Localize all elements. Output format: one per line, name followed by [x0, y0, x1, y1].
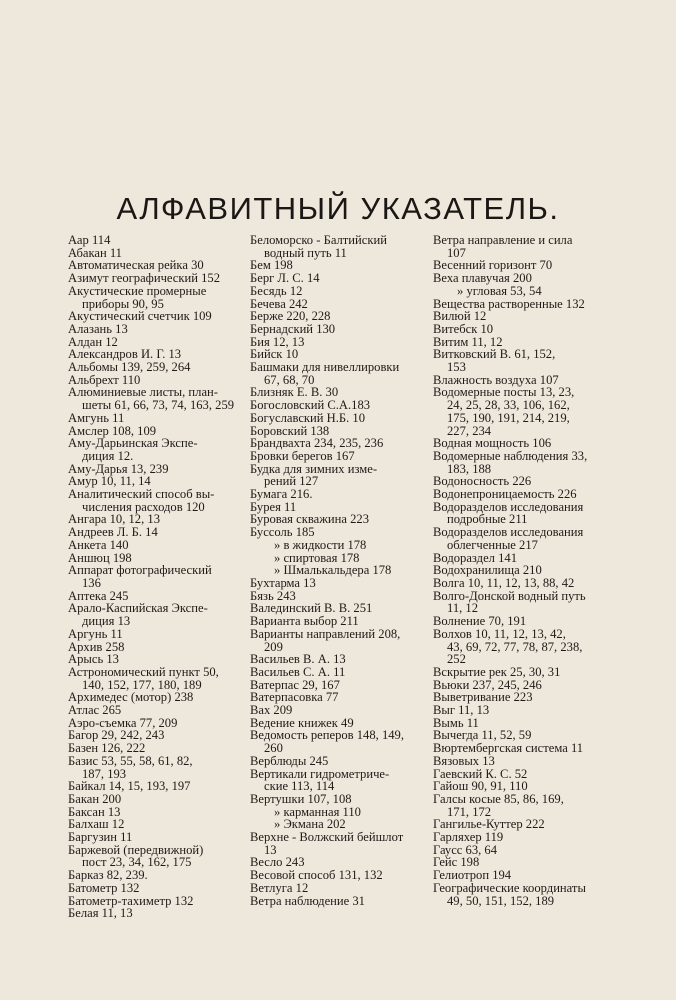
index-entry: Водоносность 226 — [433, 474, 532, 489]
index-entry: Аму-Дарьинская Экспе- — [68, 436, 198, 451]
index-entry-continuation: 153 — [447, 360, 466, 375]
index-entry: Белая 11, 13 — [68, 906, 133, 921]
index-entry-continuation: 43, 69, 72, 77, 78, 87, 238, — [447, 639, 583, 654]
index-entry: Амгунь 11 — [68, 410, 125, 425]
index-entry: Баржевой (передвижной) — [68, 842, 204, 857]
index-entry: Вертушки 107, 108 — [250, 791, 352, 806]
index-entry: Автоматическая рейка 30 — [68, 258, 204, 273]
index-entry-continuation: 227, 234 — [447, 423, 492, 438]
index-entry: Географические координаты — [433, 880, 586, 895]
index-entry: Витим 11, 12 — [433, 334, 503, 349]
index-entry: Абакан 11 — [68, 245, 122, 260]
index-entry-continuation: шеты 61, 66, 73, 74, 163, 259 — [82, 398, 235, 413]
index-entry-continuation: 183, 188 — [447, 461, 492, 476]
index-entry: Водомерные посты 13, 23, — [433, 385, 575, 400]
index-entry: Арысь 13 — [68, 652, 119, 667]
index-entry: Амслер 108, 109 — [68, 423, 157, 438]
index-entry: Архимедес (мотор) 238 — [68, 690, 194, 705]
index-entry: Бечева 242 — [250, 296, 308, 311]
index-entry: Аналитический способ вы- — [68, 487, 215, 502]
index-entry: Альбрехт 110 — [68, 372, 141, 387]
index-column-2 — [250, 234, 426, 907]
index-column-3 — [433, 234, 638, 907]
index-entry-continuation: 175, 190, 191, 214, 219, — [447, 410, 570, 425]
index-subentry: » угловая 53, 54 — [457, 283, 542, 298]
index-entry: Гарляхер 119 — [433, 830, 504, 845]
index-entry: Гейс 198 — [433, 855, 480, 870]
index-entry: Акустический счетчик 109 — [68, 309, 212, 324]
index-entry: Акустические промерные — [68, 283, 207, 298]
index-entry: Ватерпасовка 77 — [250, 690, 339, 705]
index-entry: Волго-Донской водный путь — [433, 588, 586, 603]
index-entry: Астрономический пункт 50, — [68, 664, 219, 679]
index-entry: Арало-Каспийская Экспе- — [68, 601, 208, 616]
index-entry: Алюминиевые листы, план- — [68, 385, 218, 400]
index-entry: Аптека 245 — [68, 588, 129, 603]
index-entry: Выг 11, 13 — [433, 703, 490, 718]
index-entry: Барказ 82, 239. — [68, 868, 148, 883]
index-entry: Бумага 216. — [250, 487, 313, 502]
index-entry: Бем 198 — [250, 258, 293, 273]
index-entry: Ветра направление и сила — [433, 233, 573, 247]
index-entry: Вюртембергская система 11 — [433, 741, 584, 756]
index-entry: Бакан 200 — [68, 791, 122, 806]
index-entry: Гелиотроп 194 — [433, 868, 512, 883]
index-entry-continuation: 136 — [82, 575, 101, 590]
index-entry: Веха плавучая 200 — [433, 271, 532, 286]
index-entry: Будка для зимних изме- — [250, 461, 378, 476]
index-entry: Аэро-съемка 77, 209 — [68, 715, 178, 730]
index-entry: Вязовых 13 — [433, 753, 495, 768]
index-entry: Гайош 90, 91, 110 — [433, 779, 528, 794]
index-entry: Волнение 70, 191 — [433, 614, 527, 629]
index-entry: Выветривание 223 — [433, 690, 533, 705]
index-entry-continuation: 107 — [447, 245, 466, 260]
index-entry: Весенний горизонт 70 — [433, 258, 553, 273]
index-entry-continuation: облегченные 217 — [447, 537, 538, 552]
index-entry: Буровая скважина 223 — [250, 512, 370, 527]
index-entry: Анкета 140 — [68, 537, 129, 552]
index-subentry: » спиртовая 178 — [274, 550, 360, 565]
index-entry: Витковский В. 61, 152, — [433, 347, 556, 362]
index-entry: Влажность воздуха 107 — [433, 372, 559, 387]
index-entry: Аншюц 198 — [68, 550, 132, 565]
index-entry: Ватерпас 29, 167 — [250, 677, 340, 692]
index-entry-continuation: водный путь 11 — [264, 245, 347, 260]
index-entry-continuation: 187, 193 — [82, 766, 127, 781]
index-entry: Бийск 10 — [250, 347, 299, 362]
index-entry: Волга 10, 11, 12, 13, 88, 42 — [433, 575, 575, 590]
index-entry: Боровский 138 — [250, 423, 330, 438]
index-entry: Бязь 243 — [250, 588, 296, 603]
index-entry: Верблюды 245 — [250, 753, 329, 768]
index-entry: Богословский С.А.183 — [250, 398, 371, 413]
index-entry: Аму-Дарья 13, 239 — [68, 461, 169, 476]
index-entry-continuation: пост 23, 34, 162, 175 — [82, 855, 192, 870]
index-entry: Ветлуга 12 — [250, 880, 309, 895]
index-entry: Гангилье-Куттер 222 — [433, 817, 545, 832]
index-entry: Аар 114 — [68, 233, 111, 247]
index-entry: Валединский В. В. 251 — [250, 601, 373, 616]
index-entry: Вьюки 237, 245, 246 — [433, 677, 542, 692]
index-column-1 — [68, 234, 244, 920]
index-entry-continuation: приборы 90, 95 — [82, 296, 164, 311]
index-entry: Водная мощность 106 — [433, 436, 552, 451]
index-entry-continuation: 11, 12 — [447, 601, 479, 616]
index-entry: Васильев С. А. 11 — [250, 664, 346, 679]
index-entry: Ветра наблюдение 31 — [250, 893, 365, 908]
index-entry-continuation: ские 113, 114 — [264, 779, 335, 794]
index-entry: Витебск 10 — [433, 321, 494, 336]
index-entry: Вертикали гидрометриче- — [250, 766, 390, 781]
index-entry: Баргузин 11 — [68, 830, 133, 845]
index-entry: Вещества растворенные 132 — [433, 296, 585, 311]
index-entry: Беломорско - Балтийский — [250, 233, 387, 247]
index-entry: Ангара 10, 12, 13 — [68, 512, 160, 527]
index-entry-continuation: 67, 68, 70 — [264, 372, 315, 387]
index-entry: Базис 53, 55, 58, 61, 82, — [68, 753, 193, 768]
index-entry: Берг Л. С. 14 — [250, 271, 320, 286]
index-subentry: » в жидкости 178 — [274, 537, 367, 552]
index-entry: Ведение книжек 49 — [250, 715, 354, 730]
index-entry: Близняк Е. В. 30 — [250, 385, 339, 400]
index-entry: Волхов 10, 11, 12, 13, 42, — [433, 626, 566, 641]
index-entry-continuation: 49, 50, 151, 152, 189 — [447, 893, 555, 908]
index-entry-continuation: рений 127 — [264, 474, 319, 489]
index-entry: Атлас 265 — [68, 703, 122, 718]
index-entry: Вскрытие рек 25, 30, 31 — [433, 664, 561, 679]
page-title: АЛФАВИТНЫЙ УКАЗАТЕЛЬ. — [116, 191, 560, 226]
index-entry: Ведомость реперов 148, 149, — [250, 728, 404, 743]
index-entry: Байкал 14, 15, 193, 197 — [68, 779, 191, 794]
index-entry: Баксан 13 — [68, 804, 121, 819]
index-entry: Васильев В. А. 13 — [250, 652, 346, 667]
index-entry-continuation: подробные 211 — [447, 512, 528, 527]
index-entry: Алазань 13 — [68, 321, 128, 336]
index-entry: Бурея 11 — [250, 499, 297, 514]
index-entry-continuation: 252 — [447, 652, 466, 667]
index-entry: Батометр-тахиметр 132 — [68, 893, 194, 908]
index-entry: Башмаки для нивеллировки — [250, 360, 400, 375]
index-entry: Богуславский Н.Б. 10 — [250, 410, 366, 425]
index-entry-continuation: числения расходов 120 — [82, 499, 205, 514]
index-entry: Балхаш 12 — [68, 817, 125, 832]
index-entry-continuation: 171, 172 — [447, 804, 492, 819]
index-entry-continuation: 209 — [264, 639, 283, 654]
index-entry: Берже 220, 228 — [250, 309, 331, 324]
index-entry: Вычегда 11, 52, 59 — [433, 728, 532, 743]
index-entry: Бесядь 12 — [250, 283, 303, 298]
index-entry-continuation: 13 — [264, 842, 277, 857]
index-entry: Верхне - Волжский бейшлот — [250, 830, 404, 845]
index-entry: Базен 126, 222 — [68, 741, 146, 756]
index-entry: Вах 209 — [250, 703, 293, 718]
index-entry-continuation: 140, 152, 177, 180, 189 — [82, 677, 202, 692]
index-subentry: » карманная 110 — [274, 804, 361, 819]
index-entry: Гаусс 63, 64 — [433, 842, 498, 857]
index-entry: Архив 258 — [68, 639, 125, 654]
index-entry-continuation: 260 — [264, 741, 283, 756]
index-entry: Бернадский 130 — [250, 321, 336, 336]
index-entry: Водохранилища 210 — [433, 563, 542, 578]
index-entry: Гаевский К. С. 52 — [433, 766, 528, 781]
index-entry-continuation: 24, 25, 28, 33, 106, 162, — [447, 398, 570, 413]
index-entry: Буссоль 185 — [250, 525, 315, 540]
index-entry: Азимут географический 152 — [68, 271, 221, 286]
index-entry: Бия 12, 13 — [250, 334, 305, 349]
index-entry: Александров И. Г. 13 — [68, 347, 182, 362]
index-entry: Амур 10, 11, 14 — [68, 474, 151, 489]
index-entry: Водоразделов исследования — [433, 499, 584, 514]
index-entry-continuation: диция 13 — [82, 614, 131, 629]
index-entry: Батометр 132 — [68, 880, 140, 895]
index-entry: Багор 29, 242, 243 — [68, 728, 165, 743]
index-entry: Варианты направлений 208, — [250, 626, 401, 641]
index-entry: Алдан 12 — [68, 334, 118, 349]
index-entry: Бухтарма 13 — [250, 575, 316, 590]
index-entry: Водораздел 141 — [433, 550, 517, 565]
index-entry: Весло 243 — [250, 855, 305, 870]
index-entry: Варианта выбор 211 — [250, 614, 359, 629]
index-entry: Андреев Л. Б. 14 — [68, 525, 158, 540]
index-subentry: » Экмана 202 — [274, 817, 346, 832]
index-entry-continuation: диция 12. — [82, 448, 134, 463]
index-subentry: » Шмалькальдера 178 — [274, 563, 392, 578]
index-entry: Брандвахта 234, 235, 236 — [250, 436, 384, 451]
index-entry: Аппарат фотографический — [68, 563, 212, 578]
index-entry: Галсы косые 85, 86, 169, — [433, 791, 564, 806]
index-entry: Вымь 11 — [433, 715, 479, 730]
index-entry: Вилюй 12 — [433, 309, 487, 324]
index-entry: Весовой способ 131, 132 — [250, 868, 383, 883]
index-entry: Аргунь 11 — [68, 626, 123, 641]
index-entry: Водомерные наблюдения 33, — [433, 448, 588, 463]
index-entry: Водоразделов исследования — [433, 525, 584, 540]
index-entry: Водонепроницаемость 226 — [433, 487, 577, 502]
index-entry: Бровки берегов 167 — [250, 448, 355, 463]
index-entry: Альбомы 139, 259, 264 — [68, 360, 191, 375]
